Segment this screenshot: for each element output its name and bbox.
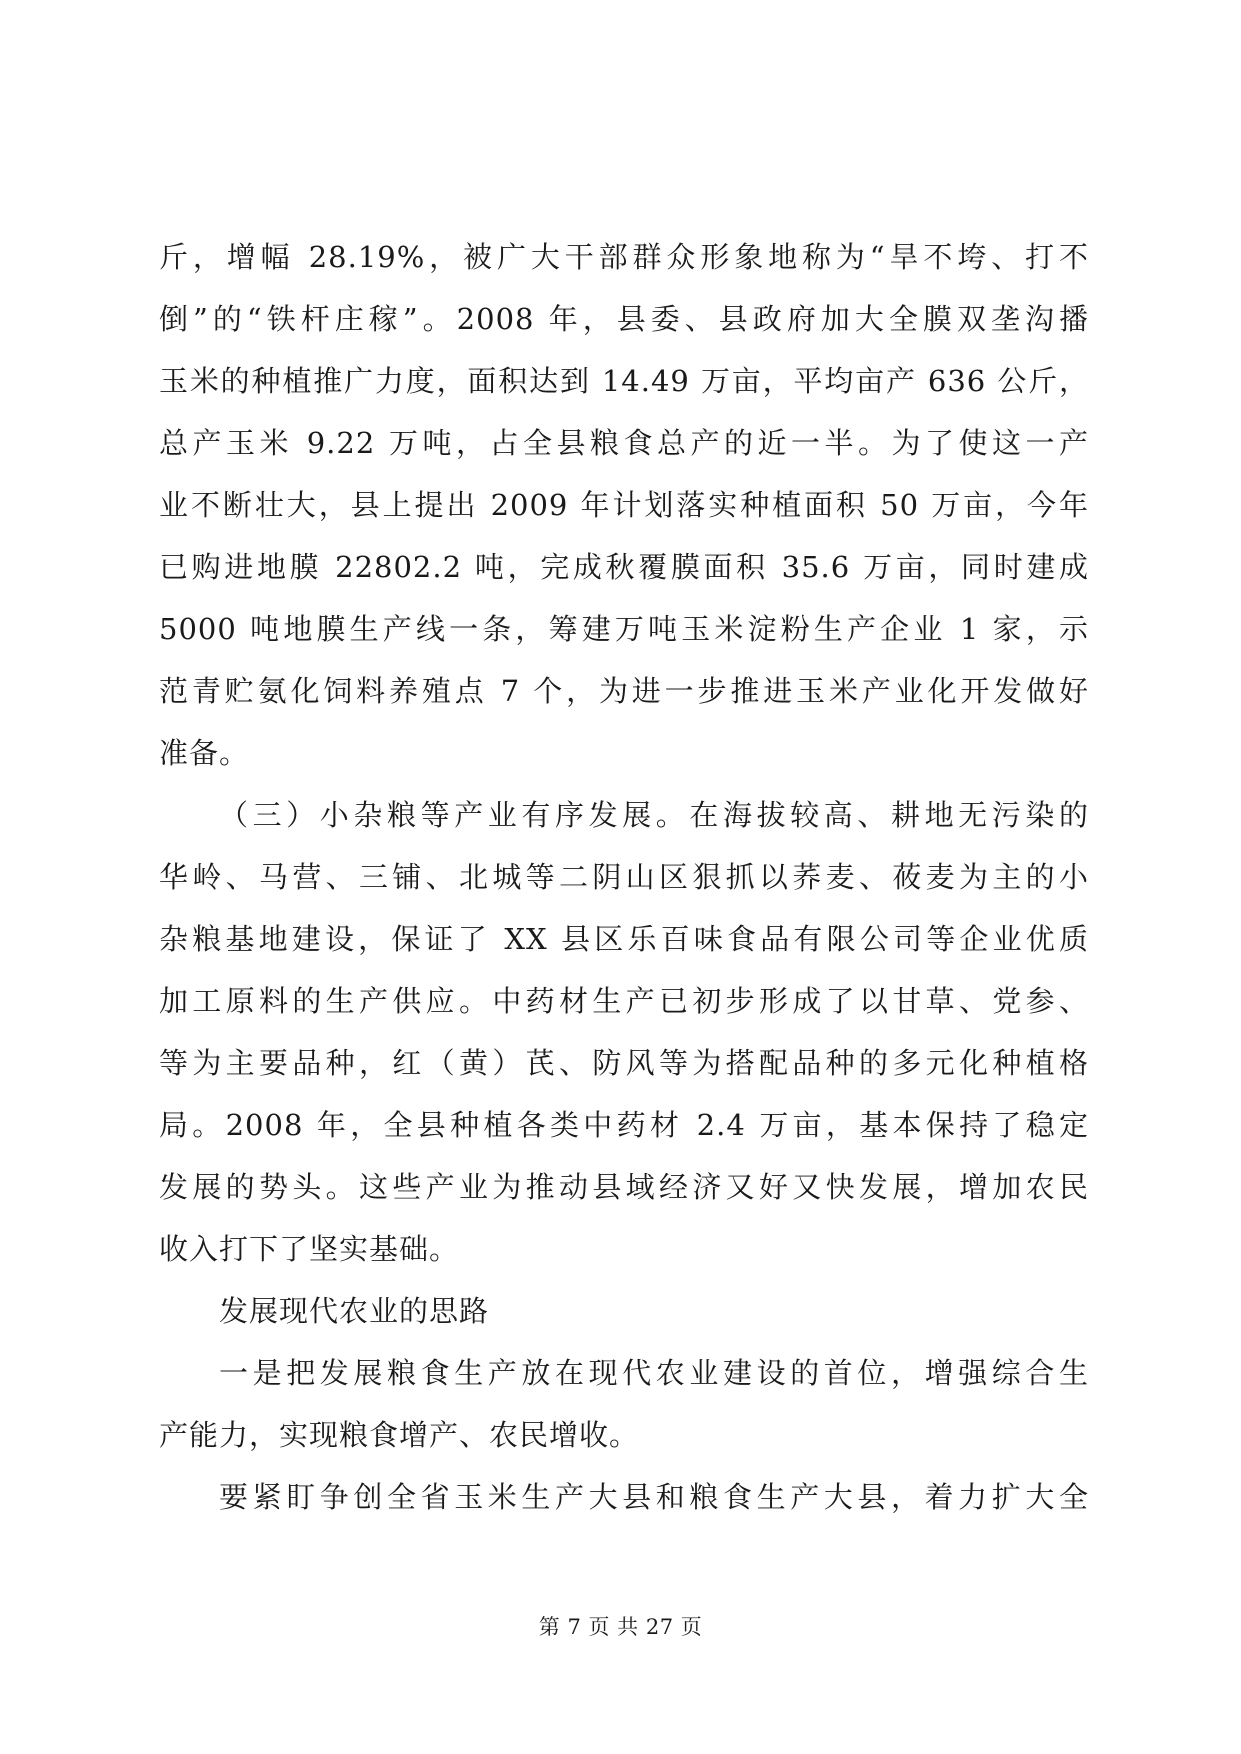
- page-number-label: 第 7 页 共 27 页: [538, 1615, 703, 1639]
- text-line: 要紧盯争创全省玉米生产大县和粮食生产大县，着力扩大全: [219, 1480, 1089, 1514]
- text-line: 发展的势头。这些产业为推动县域经济又好又快发展，增加农民: [159, 1170, 1089, 1204]
- text-line: 加工原料的生产供应。中药材生产已初步形成了以甘草、党参、: [159, 984, 1089, 1018]
- text-line: 总产玉米 9.22 万吨，占全县粮食总产的近一半。为了使这一产: [159, 426, 1089, 460]
- section-heading-line: （三）小杂粮等产业有序发展。在海拔较高、耕地无污染的: [219, 798, 1089, 832]
- text-line: 收入打下了坚实基础。: [159, 1232, 460, 1266]
- text-line: 斤，增幅 28.19%，被广大干部群众形象地称为“旱不垮、打不: [159, 240, 1089, 274]
- text-line: 准备。: [159, 736, 250, 770]
- text-line: 已购进地膜 22802.2 吨，完成秋覆膜面积 35.6 万亩，同时建成: [159, 550, 1089, 584]
- text-line: 局。2008 年，全县种植各类中药材 2.4 万亩，基本保持了稳定: [159, 1108, 1089, 1142]
- text-line: 华岭、马营、三铺、北城等二阴山区狠抓以荞麦、莜麦为主的小: [159, 860, 1089, 894]
- text-line: 产能力，实现粮食增产、农民增收。: [159, 1418, 640, 1452]
- page-footer: [0, 1611, 1241, 1641]
- text-line: 等为主要品种，红（黄）芪、防风等为搭配品种的多元化种植格: [159, 1046, 1089, 1080]
- text-line: 一是把发展粮食生产放在现代农业建设的首位，增强综合生: [219, 1356, 1089, 1390]
- body-text: [159, 226, 1089, 1528]
- section-title: 发展现代农业的思路: [219, 1294, 490, 1328]
- text-line: 范青贮氨化饲料养殖点 7 个，为进一步推进玉米产业化开发做好: [159, 674, 1089, 708]
- text-line: 5000 吨地膜生产线一条，筹建万吨玉米淀粉生产企业 1 家，示: [159, 612, 1089, 646]
- text-line: 倒”的“铁杆庄稼”。2008 年，县委、县政府加大全膜双垄沟播: [159, 302, 1089, 336]
- text-line: 杂粮基地建设，保证了 XX 县区乐百味食品有限公司等企业优质: [159, 922, 1089, 956]
- text-line: 玉米的种植推广力度，面积达到 14.49 万亩，平均亩产 636 公斤，: [159, 364, 1089, 398]
- text-line: 业不断壮大，县上提出 2009 年计划落实种植面积 50 万亩，今年: [159, 488, 1089, 522]
